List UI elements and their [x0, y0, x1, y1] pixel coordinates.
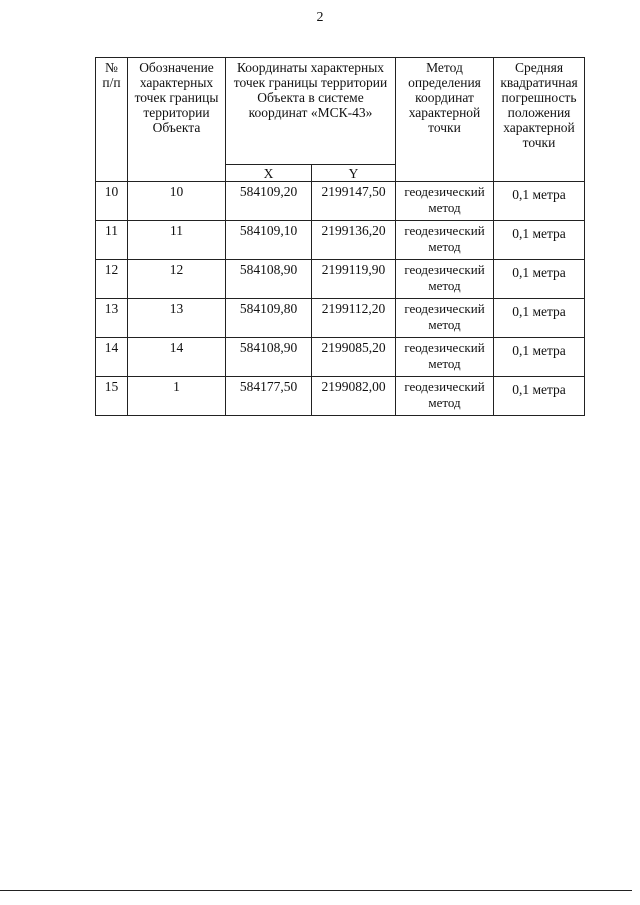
row-designation: 14 [128, 338, 226, 377]
table-body [96, 182, 585, 416]
row-designation: 12 [128, 260, 226, 299]
coordinates-table [95, 57, 585, 416]
table-row [96, 221, 585, 260]
row-x: 584109,80 [226, 299, 312, 338]
header-method: Метод определения координат характерной точки [396, 58, 494, 182]
row-method: геодезический метод [396, 299, 494, 338]
row-num: 11 [96, 221, 128, 260]
table-row [96, 338, 585, 377]
row-y: 2199147,50 [312, 182, 396, 221]
row-designation: 13 [128, 299, 226, 338]
table-row [96, 377, 585, 416]
header-y: Y [312, 165, 396, 182]
row-method: геодезический метод [396, 338, 494, 377]
row-error: 0,1 метра [494, 260, 585, 299]
row-x: 584108,90 [226, 338, 312, 377]
table-row [96, 260, 585, 299]
header-x: X [226, 165, 312, 182]
row-method: геодезический метод [396, 182, 494, 221]
header-num: № п/п [96, 58, 128, 182]
row-x: 584177,50 [226, 377, 312, 416]
row-num: 10 [96, 182, 128, 221]
row-designation: 11 [128, 221, 226, 260]
row-y: 2199136,20 [312, 221, 396, 260]
row-error: 0,1 метра [494, 299, 585, 338]
row-error: 0,1 метра [494, 221, 585, 260]
table-header-row [96, 58, 585, 165]
row-method: геодезический метод [396, 377, 494, 416]
row-num: 14 [96, 338, 128, 377]
row-method: геодезический метод [396, 221, 494, 260]
page-number: 2 [316, 10, 324, 25]
table-row [96, 182, 585, 221]
row-x: 584108,90 [226, 260, 312, 299]
row-y: 2199119,90 [312, 260, 396, 299]
row-y: 2199082,00 [312, 377, 396, 416]
row-error: 0,1 метра [494, 338, 585, 377]
table-row [96, 299, 585, 338]
row-num: 12 [96, 260, 128, 299]
footer-rule [0, 890, 632, 891]
row-num: 13 [96, 299, 128, 338]
row-y: 2199112,20 [312, 299, 396, 338]
row-designation: 10 [128, 182, 226, 221]
row-error: 0,1 метра [494, 377, 585, 416]
row-error: 0,1 метра [494, 182, 585, 221]
row-method: геодезический метод [396, 260, 494, 299]
row-y: 2199085,20 [312, 338, 396, 377]
row-designation: 1 [128, 377, 226, 416]
header-error: Средняя квадратичная погрешность положения характерной точки [494, 58, 585, 182]
row-x: 584109,10 [226, 221, 312, 260]
row-num: 15 [96, 377, 128, 416]
row-x: 584109,20 [226, 182, 312, 221]
header-coordinates: Координаты характерных точек границы территории Объекта в системе координат «МСК-43» [226, 58, 396, 165]
header-designation: Обозначение характерных точек границы территории Объекта [128, 58, 226, 182]
